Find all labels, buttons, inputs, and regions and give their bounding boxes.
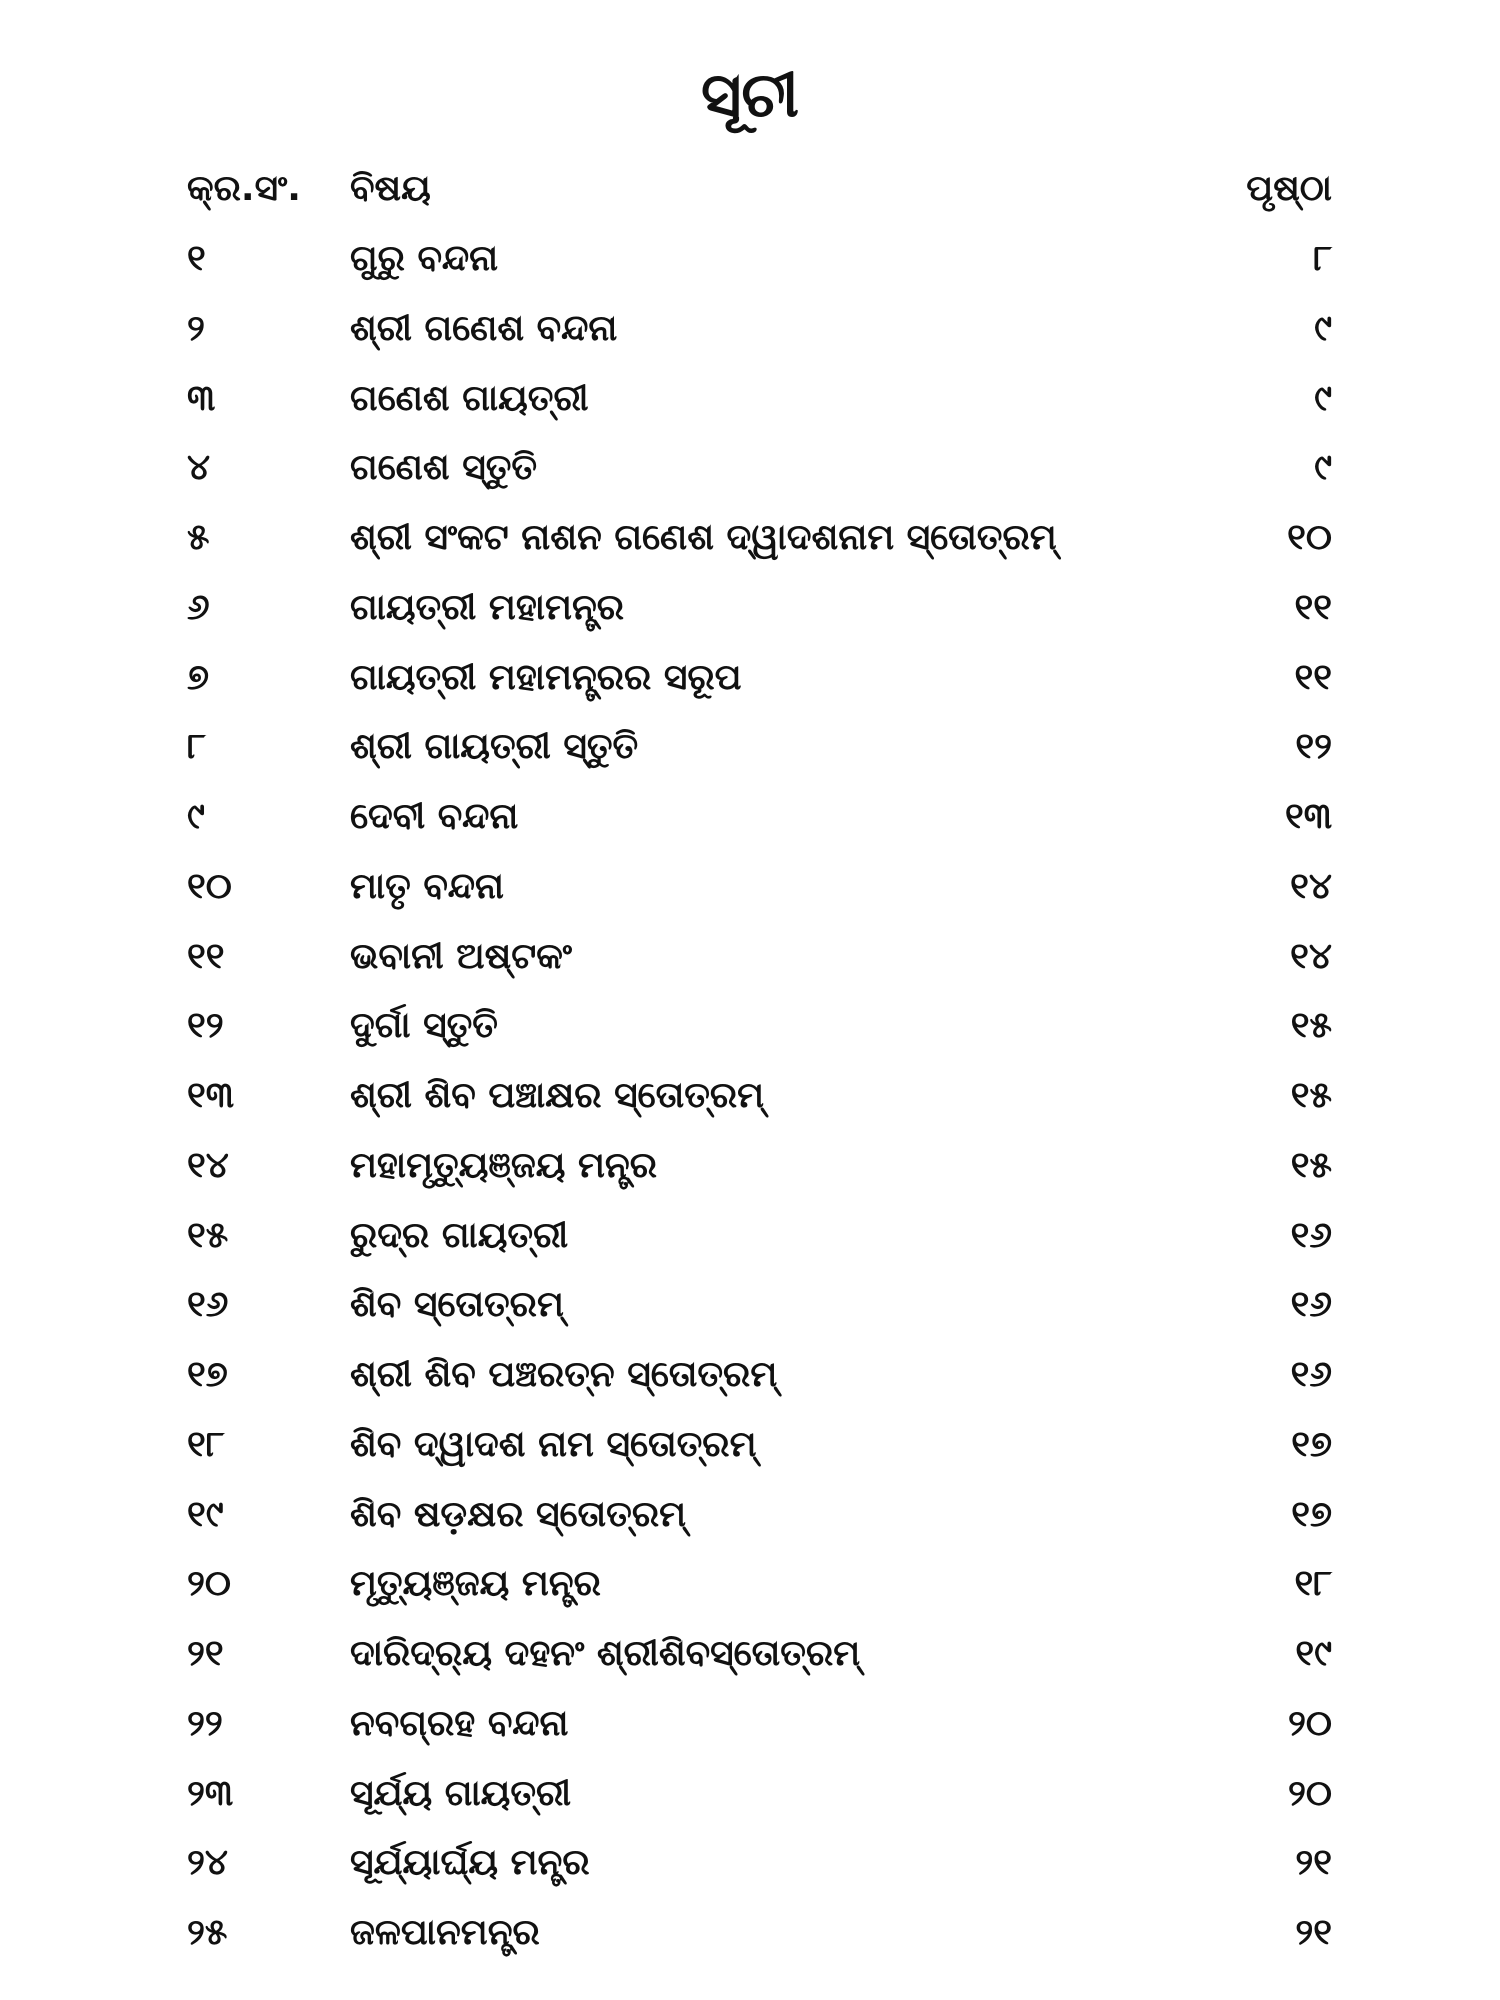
entry-number: ୨୪ (187, 1842, 229, 1884)
entry-page: ୧୪ (1290, 935, 1332, 977)
entry-number: ୬ (187, 586, 210, 628)
table-row (0, 587, 1500, 647)
entry-subject: ଶିବ ସ୍ତୋତ୍ରମ୍ (350, 1284, 564, 1326)
entry-number: ୨୫ (187, 1912, 228, 1953)
table-row (0, 1842, 1500, 1902)
entry-number: ୧୬ (187, 1284, 229, 1326)
entry-number: ୧୮ (187, 1423, 225, 1465)
page-title: ସୂଚୀ (700, 58, 800, 131)
table-row (0, 726, 1500, 786)
entry-number: ୯ (187, 796, 205, 837)
table-row (0, 1633, 1500, 1693)
entry-number: ୨୧ (187, 1633, 224, 1674)
entry-page: ୯ (1314, 377, 1332, 419)
entry-page: ୧୫ (1290, 1005, 1332, 1047)
entry-subject: ଗାୟତ୍ରୀ ମହାମନ୍ତ୍ରର ସରୂପ (350, 656, 742, 698)
entry-page: ୧୭ (1291, 1423, 1332, 1465)
entry-page: ୧୫ (1290, 1144, 1332, 1186)
entry-number: ୪ (187, 447, 211, 489)
entry-page: ୧୧ (1294, 586, 1332, 628)
entry-page: ୧୫ (1290, 1075, 1332, 1116)
entry-page: ୧୧ (1294, 656, 1332, 698)
entry-subject: ଶିବ ଦ୍ୱାଦଶ ନାମ ସ୍ତୋତ୍ରମ୍ (350, 1423, 757, 1465)
table-row (0, 378, 1500, 438)
table-row (0, 657, 1500, 717)
table-row (0, 1354, 1500, 1414)
entry-subject: ଦୁର୍ଗା ସ୍ତୁତି (350, 1005, 498, 1047)
entry-page: ୧୪ (1290, 865, 1332, 907)
entry-number: ୧୯ (187, 1493, 224, 1535)
table-row (0, 1912, 1500, 1972)
entry-number: ୨୦ (187, 1563, 231, 1605)
table-row (0, 308, 1500, 368)
entry-subject: ଶ୍ରୀ ଗାୟତ୍ରୀ ସ୍ତୁତି (350, 726, 639, 768)
entry-subject: ଭବାନୀ ଅଷ୍ଟକଂ (350, 935, 573, 977)
entry-subject: ମହାମୃତ୍ୟୁଞ୍ଜୟ ମନ୍ତ୍ର (350, 1144, 658, 1186)
entry-subject: ମାତୃ ବନ୍ଦନା (350, 865, 504, 907)
entry-number: ୨୩ (187, 1772, 234, 1814)
entry-number: ୧୧ (187, 935, 225, 977)
header-serial: କ୍ର.ସଂ. (187, 168, 301, 209)
entry-page: ୧୭ (1291, 1493, 1332, 1535)
table-row (0, 1494, 1500, 1554)
entry-number: ୧୭ (187, 1354, 228, 1395)
entry-number: ୧୪ (187, 1144, 229, 1186)
entry-page: ୯ (1314, 307, 1332, 349)
table-row (0, 1284, 1500, 1344)
entry-number: ୩ (187, 377, 216, 419)
entry-page: ୨୦ (1288, 1702, 1332, 1744)
entry-page: ୧୦ (1287, 517, 1332, 558)
table-row (0, 238, 1500, 298)
entry-number: ୧୩ (187, 1075, 235, 1116)
entry-number: ୫ (187, 517, 210, 558)
table-row (0, 1773, 1500, 1833)
table-row (0, 517, 1500, 577)
entry-subject: ଗଣେଶ ଗାୟତ୍ରୀ (350, 377, 589, 419)
entry-number: ୧୨ (187, 1005, 224, 1047)
entry-number: ୭ (187, 656, 210, 698)
table-row (0, 447, 1500, 507)
entry-number: ୨ (187, 307, 205, 349)
entry-subject: ଗାୟତ୍ରୀ ମହାମନ୍ତ୍ର (350, 586, 625, 628)
header-subject: ବିଷୟ (350, 168, 431, 209)
header-page: ପୃଷ୍ଠା (1246, 168, 1332, 209)
entry-page: ୧୬ (1290, 1284, 1332, 1326)
entry-page: ୧୬ (1290, 1214, 1332, 1256)
table-row (0, 936, 1500, 996)
entry-subject: ଗଣେଶ ସ୍ତୁତି (350, 447, 538, 489)
entry-page: ୧୨ (1295, 726, 1332, 768)
table-row (0, 1424, 1500, 1484)
table-row (0, 1005, 1500, 1065)
entry-page: ୨୧ (1295, 1842, 1332, 1884)
entry-page: ୨୦ (1288, 1772, 1332, 1814)
entry-subject: ଗୁରୁ ବନ୍ଦନା (350, 238, 499, 279)
table-row (0, 866, 1500, 926)
entry-subject: ଶ୍ରୀ ଶିବ ପଞ୍ଚାକ୍ଷର ସ୍ତୋତ୍ରମ୍ (350, 1075, 765, 1116)
entry-subject: ଶିବ ଷଡ଼କ୍ଷର ସ୍ତୋତ୍ରମ୍ (350, 1493, 687, 1535)
entry-subject: ଶ୍ରୀ ସଂକଟ ନାଶନ ଗଣେଶ ଦ୍ୱାଦଶନାମ ସ୍ତୋତ୍ରମ୍ (350, 517, 1057, 558)
entry-page: ୧୯ (1295, 1633, 1332, 1674)
entry-subject: ଜଳପାନମନ୍ତ୍ର (350, 1912, 540, 1953)
entry-page: ୧୮ (1294, 1563, 1332, 1605)
entry-subject: ସୂର୍ଯ୍ୟାର୍ଘ୍ୟ ମନ୍ତ୍ର (350, 1842, 590, 1884)
table-row (0, 1703, 1500, 1763)
entry-page: ୮ (1313, 238, 1332, 279)
entry-subject: ରୁଦ୍ର ଗାୟତ୍ରୀ (350, 1214, 569, 1256)
entry-subject: ମୃତ୍ୟୁଞ୍ଜୟ ମନ୍ତ୍ର (350, 1563, 601, 1605)
table-header (0, 168, 1500, 228)
entry-subject: ଦାରିଦ୍ର୍ୟ ଦହନଂ ଶ୍ରୀଶିବସ୍ତୋତ୍ରମ୍ (350, 1633, 861, 1674)
entry-subject: ସୂର୍ଯ୍ୟ ଗାୟତ୍ରୀ (350, 1772, 572, 1814)
table-row (0, 1215, 1500, 1275)
entry-number: ୨୨ (187, 1702, 223, 1744)
entry-subject: ନବଗ୍ରହ ବନ୍ଦନା (350, 1702, 569, 1744)
entry-page: ୨୧ (1295, 1912, 1332, 1953)
entry-page: ୯ (1314, 447, 1332, 489)
table-row (0, 1563, 1500, 1623)
table-row (0, 1075, 1500, 1135)
entry-number: ୮ (187, 726, 206, 768)
entry-subject: ଶ୍ରୀ ଗଣେଶ ବନ୍ଦନା (350, 307, 618, 349)
table-row (0, 796, 1500, 856)
entry-number: ୧୫ (187, 1214, 229, 1256)
entry-number: ୧ (187, 238, 206, 279)
entry-page: ୧୩ (1284, 796, 1332, 837)
entry-subject: ଦେବୀ ବନ୍ଦନା (350, 796, 519, 837)
table-row (0, 1145, 1500, 1205)
entry-page: ୧୬ (1290, 1354, 1332, 1395)
entry-subject: ଶ୍ରୀ ଶିବ ପଞ୍ଚରତ୍ନ ସ୍ତୋତ୍ରମ୍ (350, 1354, 778, 1395)
entry-number: ୧୦ (187, 865, 232, 907)
